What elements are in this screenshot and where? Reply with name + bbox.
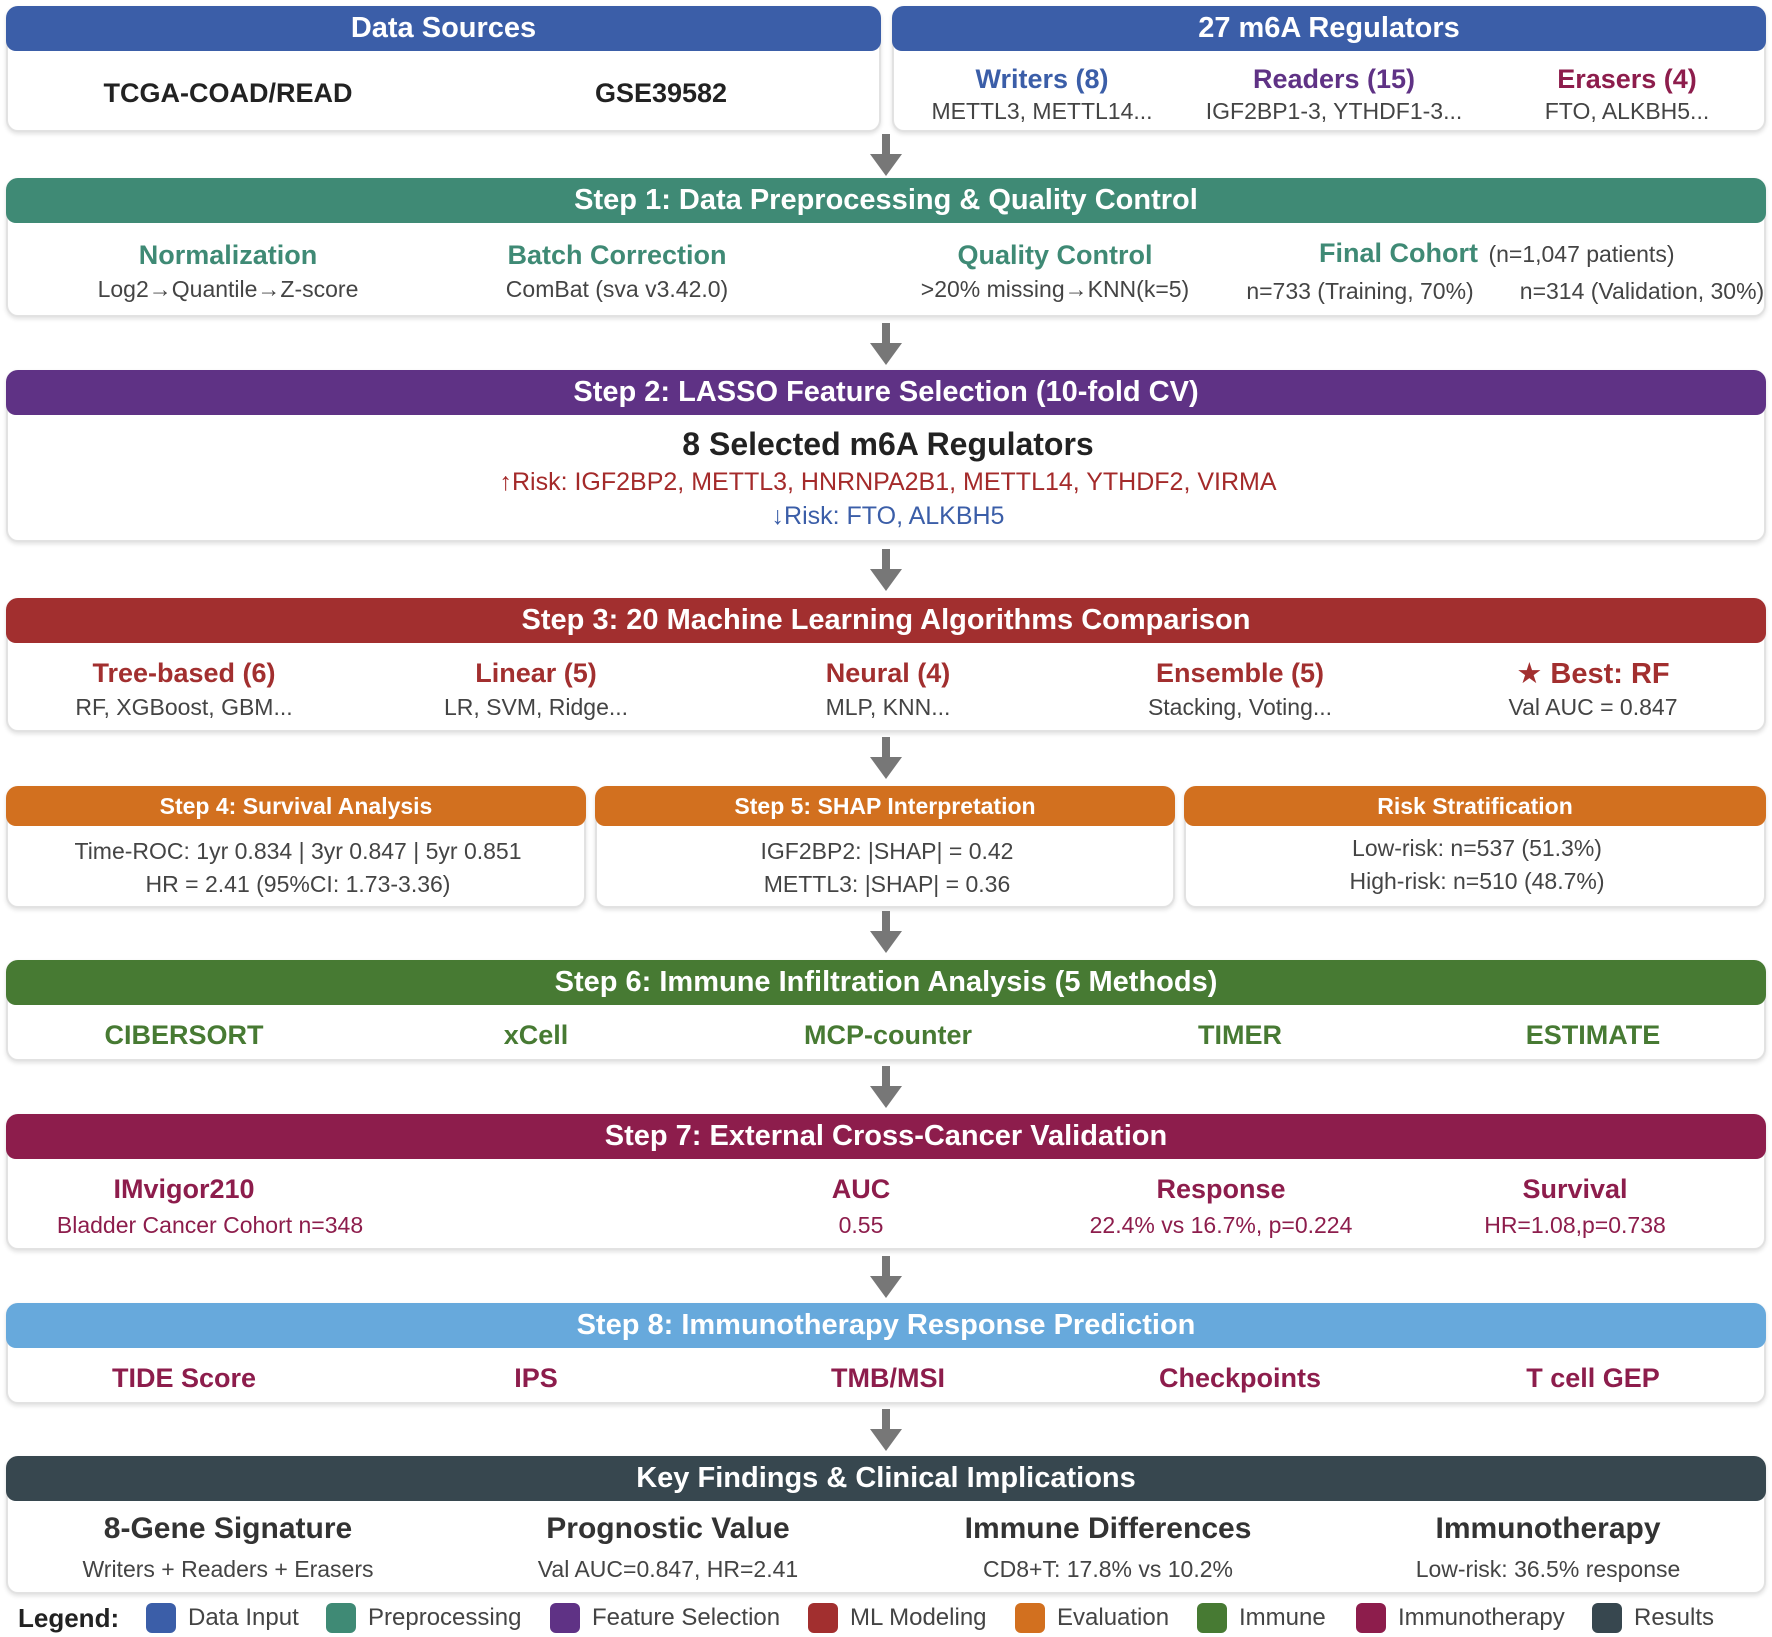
legend-title [18, 1600, 119, 1636]
final-cohort-n: (n=1,047 patients) [1488, 241, 1675, 267]
legend-label: Data Input [188, 1604, 299, 1631]
findings-panel [6, 1456, 1766, 1594]
readers-desc: IGF2BP1-3, YTHDF1-3... [1205, 98, 1463, 124]
step5-panel [595, 786, 1175, 908]
arrow-down-icon [866, 1066, 906, 1108]
data-source-gse39582: GSE39582 [594, 78, 728, 108]
metric-tide-score: TIDE Score [111, 1363, 257, 1393]
method-estimate: ESTIMATE [1525, 1020, 1661, 1050]
legend-item-ml-modeling [808, 1600, 987, 1636]
step7-header: Step 7: External Cross-Cancer Validation [6, 1114, 1766, 1159]
step8-panel [6, 1303, 1766, 1404]
finding-prognostic-value-desc: Val AUC=0.847, HR=2.41 [537, 1556, 799, 1582]
writers-label: Writers (8) [975, 64, 1109, 94]
step6-panel [6, 960, 1766, 1061]
auc-label: AUC [831, 1174, 891, 1204]
auc-value: 0.55 [838, 1212, 884, 1238]
quality-control-label: Quality Control [957, 240, 1153, 270]
best-model-label: ★ Best: RF [1516, 658, 1670, 690]
ensemble-label: Ensemble (5) [1155, 658, 1325, 688]
legend-swatch [1592, 1603, 1622, 1633]
arrow-down-icon [866, 911, 906, 953]
response-desc: 22.4% vs 16.7%, p=0.224 [1089, 1212, 1353, 1238]
data-sources-panel [6, 6, 881, 132]
risk-stratification-panel [1184, 786, 1766, 908]
final-cohort-name: Final Cohort [1319, 238, 1478, 268]
arrow-down-icon [866, 1256, 906, 1298]
legend-swatch [1197, 1603, 1227, 1633]
survival-label: Survival [1522, 1174, 1628, 1204]
imvigor210-label: IMvigor210 [113, 1174, 255, 1204]
cohort-training: n=733 (Training, 70%) [1246, 278, 1474, 304]
quality-control-desc: >20% missing→KNN(k=5) [920, 276, 1190, 302]
legend-item-evaluation [1015, 1600, 1169, 1636]
legend-label: Immune [1239, 1604, 1326, 1631]
arrow-down-icon [866, 323, 906, 365]
step5-header: Step 5: SHAP Interpretation [595, 786, 1175, 826]
step3-panel [6, 598, 1766, 732]
legend-label: Immunotherapy [1398, 1604, 1565, 1631]
finding-gene-signature: 8-Gene Signature [103, 1512, 353, 1545]
step7-panel [6, 1114, 1766, 1250]
method-xcell: xCell [503, 1020, 569, 1050]
finding-prognostic-value: Prognostic Value [546, 1512, 790, 1545]
legend-item-immune [1197, 1600, 1326, 1636]
step4-header: Step 4: Survival Analysis [6, 786, 586, 826]
step2-panel [6, 370, 1766, 542]
metric-t-cell-gep: T cell GEP [1526, 1363, 1660, 1393]
metric-checkpoints: Checkpoints [1158, 1363, 1322, 1393]
data-sources-header: Data Sources [6, 6, 881, 51]
metric-tmb-msi: TMB/MSI [831, 1363, 945, 1393]
hazard-ratio: HR = 2.41 (95%CI: 1.73-3.36) [145, 871, 451, 897]
legend-label: Feature Selection [592, 1604, 781, 1631]
arrow-down-icon [866, 134, 906, 176]
legend-item-preprocessing [326, 1600, 521, 1636]
batch-correction-label: Batch Correction [507, 240, 727, 270]
response-label: Response [1156, 1174, 1286, 1204]
method-mcp-counter: MCP-counter [804, 1020, 972, 1050]
regulators-header: 27 m6A Regulators [892, 6, 1766, 51]
legend-swatch [326, 1603, 356, 1633]
regulators-panel [892, 6, 1766, 132]
imvigor210-desc: Bladder Cancer Cohort n=348 [56, 1212, 364, 1238]
up-risk-genes: ↑Risk: IGF2BP2, METTL3, HNRNPA2B1, METTL14, YTHDF2, VIRMA [499, 468, 1277, 496]
erasers-desc: FTO, ALKBH5... [1544, 98, 1710, 124]
legend-label: ML Modeling [850, 1604, 987, 1631]
best-model-desc: Val AUC = 0.847 [1508, 694, 1678, 720]
legend-item-immunotherapy [1356, 1600, 1565, 1636]
tree-based-desc: RF, XGBoost, GBM... [75, 694, 293, 720]
neural-desc: MLP, KNN... [825, 694, 951, 720]
legend-swatch [808, 1603, 838, 1633]
batch-correction-desc: ComBat (sva v3.42.0) [505, 276, 729, 302]
legend-item-results [1592, 1600, 1714, 1636]
finding-immunotherapy: Immunotherapy [1435, 1512, 1661, 1545]
step1-header: Step 1: Data Preprocessing & Quality Control [6, 178, 1766, 223]
linear-desc: LR, SVM, Ridge... [443, 694, 629, 720]
normalization-label: Normalization [138, 240, 318, 270]
finding-immune-differences-desc: CD8+T: 17.8% vs 10.2% [983, 1556, 1233, 1582]
step2-header: Step 2: LASSO Feature Selection (10-fold CV) [6, 370, 1766, 415]
neural-label: Neural (4) [825, 658, 951, 688]
shap-mettl3: METTL3: |SHAP| = 0.36 [763, 871, 1011, 897]
writers-desc: METTL3, METTL14... [931, 98, 1153, 124]
survival-desc: HR=1.08,p=0.738 [1484, 1212, 1666, 1238]
linear-label: Linear (5) [475, 658, 597, 688]
readers-label: Readers (15) [1252, 64, 1416, 94]
metric-ips: IPS [514, 1363, 558, 1393]
data-source-tcga: TCGA-COAD/READ [103, 78, 353, 108]
legend-label: Evaluation [1057, 1604, 1170, 1631]
finding-gene-signature-desc: Writers + Readers + Erasers [82, 1556, 374, 1582]
legend-swatch [1356, 1603, 1386, 1633]
method-timer: TIMER [1198, 1020, 1282, 1050]
ensemble-desc: Stacking, Voting... [1147, 694, 1333, 720]
tree-based-label: Tree-based (6) [92, 658, 276, 688]
final-cohort-label [1319, 238, 1674, 269]
legend [0, 1600, 1772, 1636]
shap-igf2bp2: IGF2BP2: |SHAP| = 0.42 [760, 838, 1014, 864]
arrow-down-icon [866, 1409, 906, 1451]
risk-stratification-header: Risk Stratification [1184, 786, 1766, 826]
cohort-validation: n=314 (Validation, 30%) [1519, 278, 1765, 304]
step8-header: Step 8: Immunotherapy Response Prediction [6, 1303, 1766, 1348]
findings-header: Key Findings & Clinical Implications [6, 1456, 1766, 1501]
step1-panel [6, 178, 1766, 317]
legend-title-text: Legend: [18, 1602, 120, 1633]
down-risk-genes: ↓Risk: FTO, ALKBH5 [771, 502, 1005, 530]
legend-item-data-input [146, 1600, 299, 1636]
erasers-label: Erasers (4) [1557, 64, 1697, 94]
arrow-down-icon [866, 737, 906, 779]
legend-swatch [146, 1603, 176, 1633]
step4-panel [6, 786, 586, 908]
legend-swatch [1015, 1603, 1045, 1633]
legend-swatch [550, 1603, 580, 1633]
legend-label: Preprocessing [368, 1604, 522, 1631]
high-risk-count: High-risk: n=510 (48.7%) [1349, 868, 1605, 894]
selected-regulators-title: 8 Selected m6A Regulators [682, 426, 1094, 462]
step3-header: Step 3: 20 Machine Learning Algorithms Comparison [6, 598, 1766, 643]
finding-immunotherapy-desc: Low-risk: 36.5% response [1415, 1556, 1681, 1582]
legend-item-feature-selection [550, 1600, 780, 1636]
method-cibersort: CIBERSORT [104, 1020, 264, 1050]
arrow-down-icon [866, 549, 906, 591]
step6-header: Step 6: Immune Infiltration Analysis (5 Methods) [6, 960, 1766, 1005]
normalization-desc: Log2→Quantile→Z-score [97, 276, 359, 302]
legend-label: Results [1634, 1604, 1715, 1631]
low-risk-count: Low-risk: n=537 (51.3%) [1352, 835, 1602, 861]
finding-immune-differences: Immune Differences [964, 1512, 1252, 1545]
time-roc-values: Time-ROC: 1yr 0.834 | 3yr 0.847 | 5yr 0.851 [74, 838, 522, 864]
